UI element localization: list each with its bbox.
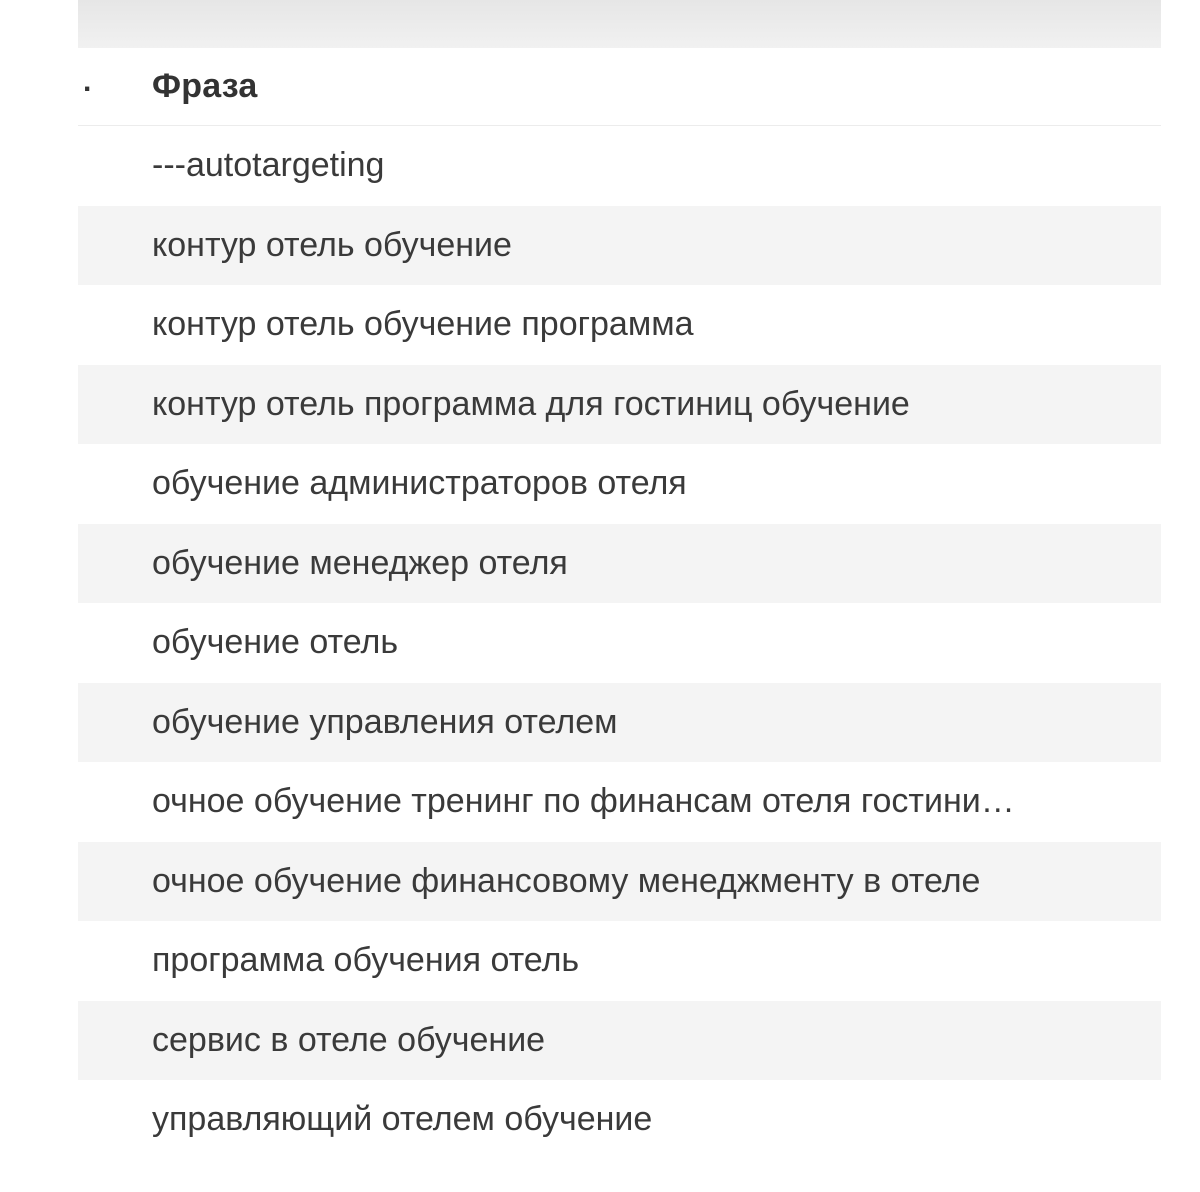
table-row[interactable] [78,285,1161,365]
table-row[interactable] [78,762,1161,842]
table-toolbar [78,0,1161,48]
phrase-cell: управляющий отелем обучение [152,1100,653,1139]
table-row[interactable] [78,206,1161,286]
table-row[interactable] [78,524,1161,604]
phrase-cell: контур отель обучение [152,225,512,264]
phrase-cell: сервис в отеле обучение [152,1020,546,1059]
table-row[interactable] [78,444,1161,524]
phrase-cell: обучение управления отелем [152,702,618,741]
phrase-cell: очное обучение финансовому менеджменту в отеле [152,861,981,900]
table-row[interactable] [78,921,1161,1001]
table-header [78,48,1161,126]
table-row[interactable] [78,126,1161,206]
phrase-cell: контур отель обучение программа [152,305,694,344]
phrase-cell: обучение отель [152,623,399,662]
table-row[interactable] [78,1080,1161,1160]
phrase-cell: контур отель программа для гостиниц обучение [152,384,910,423]
phrase-cell: ---autotargeting [152,146,385,185]
phrase-cell: обучение администраторов отеля [152,464,687,503]
phrase-cell: очное обучение тренинг по финансам отеля гостини… [152,782,1015,821]
table-row[interactable] [78,842,1161,922]
phrase-cell: программа обучения отель [152,941,580,980]
table-row[interactable] [78,1001,1161,1081]
table-row[interactable] [78,365,1161,445]
phrase-table [78,0,1161,1160]
column-header-phrase[interactable]: Фраза [152,67,258,105]
table-row[interactable] [78,683,1161,763]
table-row[interactable] [78,603,1161,683]
phrase-cell: обучение менеджер отеля [152,543,568,582]
header-marker: . [83,64,92,98]
